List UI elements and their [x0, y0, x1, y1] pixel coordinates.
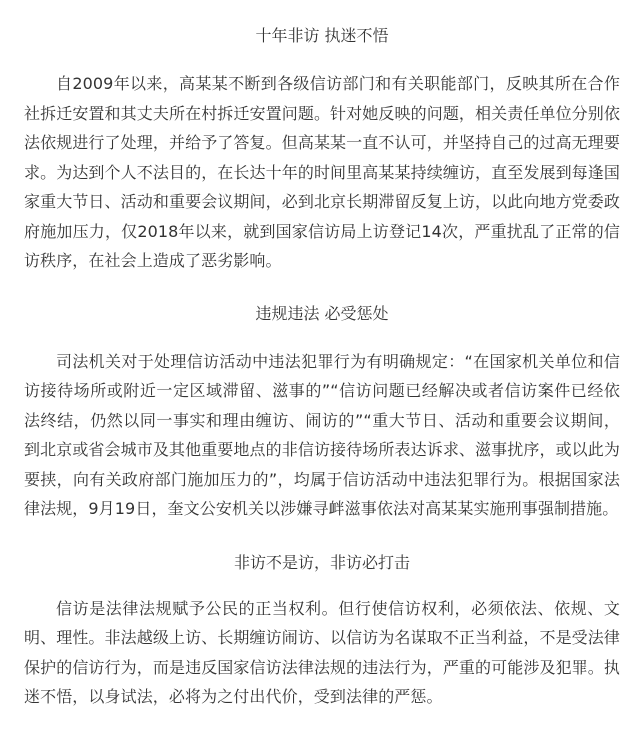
section-paragraph-3: 信访是法律法规赋予公民的正当权利。但行使信访权利，必须依法、依规、文明、理性。非法越级上访、长期缠访闹访、以信访为名谋取不正当利益，不是受法律保护的信访行为，而是违反国家信访法律法规的违法行为，严重的可能涉及犯罪。执迷不悟，以身试法，必将为之付出代价，受到法律的严惩。	[24, 598, 620, 706]
section-heading-1: 十年非访 执迷不悟	[255, 26, 389, 45]
section-paragraph-1: 自2009年以来，高某某不断到各级信访部门和有关职能部门，反映其所在合作社拆迁安置和其丈夫所在村拆迁安置问题。针对她反映的问题，相关责任单位分别依法依规进行了处理，并给予了答复。但高某某一直不认可，并坚持自己的过高无理要求。为达到个人不法目的，在长达十年的时间里高某某持续缠访，直至发展到每逢国家重大节日、活动和重要会议期间，必到北京长期滞留反复上访，以此向地方党委政府施加压力，仅2018年以来，就到国家信访局上访登记14次，严重扰乱了正常的信访秩序，在社会上造成了恶劣影响。	[24, 74, 620, 270]
section-heading-3: 非访不是访，非访必打击	[233, 552, 410, 572]
section-heading-2: 违规违法 必受惩处	[255, 303, 389, 323]
section-paragraph-2: 司法机关对于处理信访活动中违法犯罪行为有明确规定：“在国家机关单位和信访接待场所或附近一定区域滞留、滋事的”“信访问题已经解决或者信访案件已经依法终结，仍然以同一事实和理由缠访、闹访的”“重大节日、活动和重要会议期间，到北京或省会城市及其他重要地点的非信访接待场所表达诉求、滋事扰序，或以此为要挟，向有关政府部门施加压力的”，均属于信访活动中违法犯罪行为。根据国家法律法规，9月19日，奎文公安机关以涉嫌寻衅滋事依法对高某某实施刑事强制措施。	[24, 351, 620, 518]
